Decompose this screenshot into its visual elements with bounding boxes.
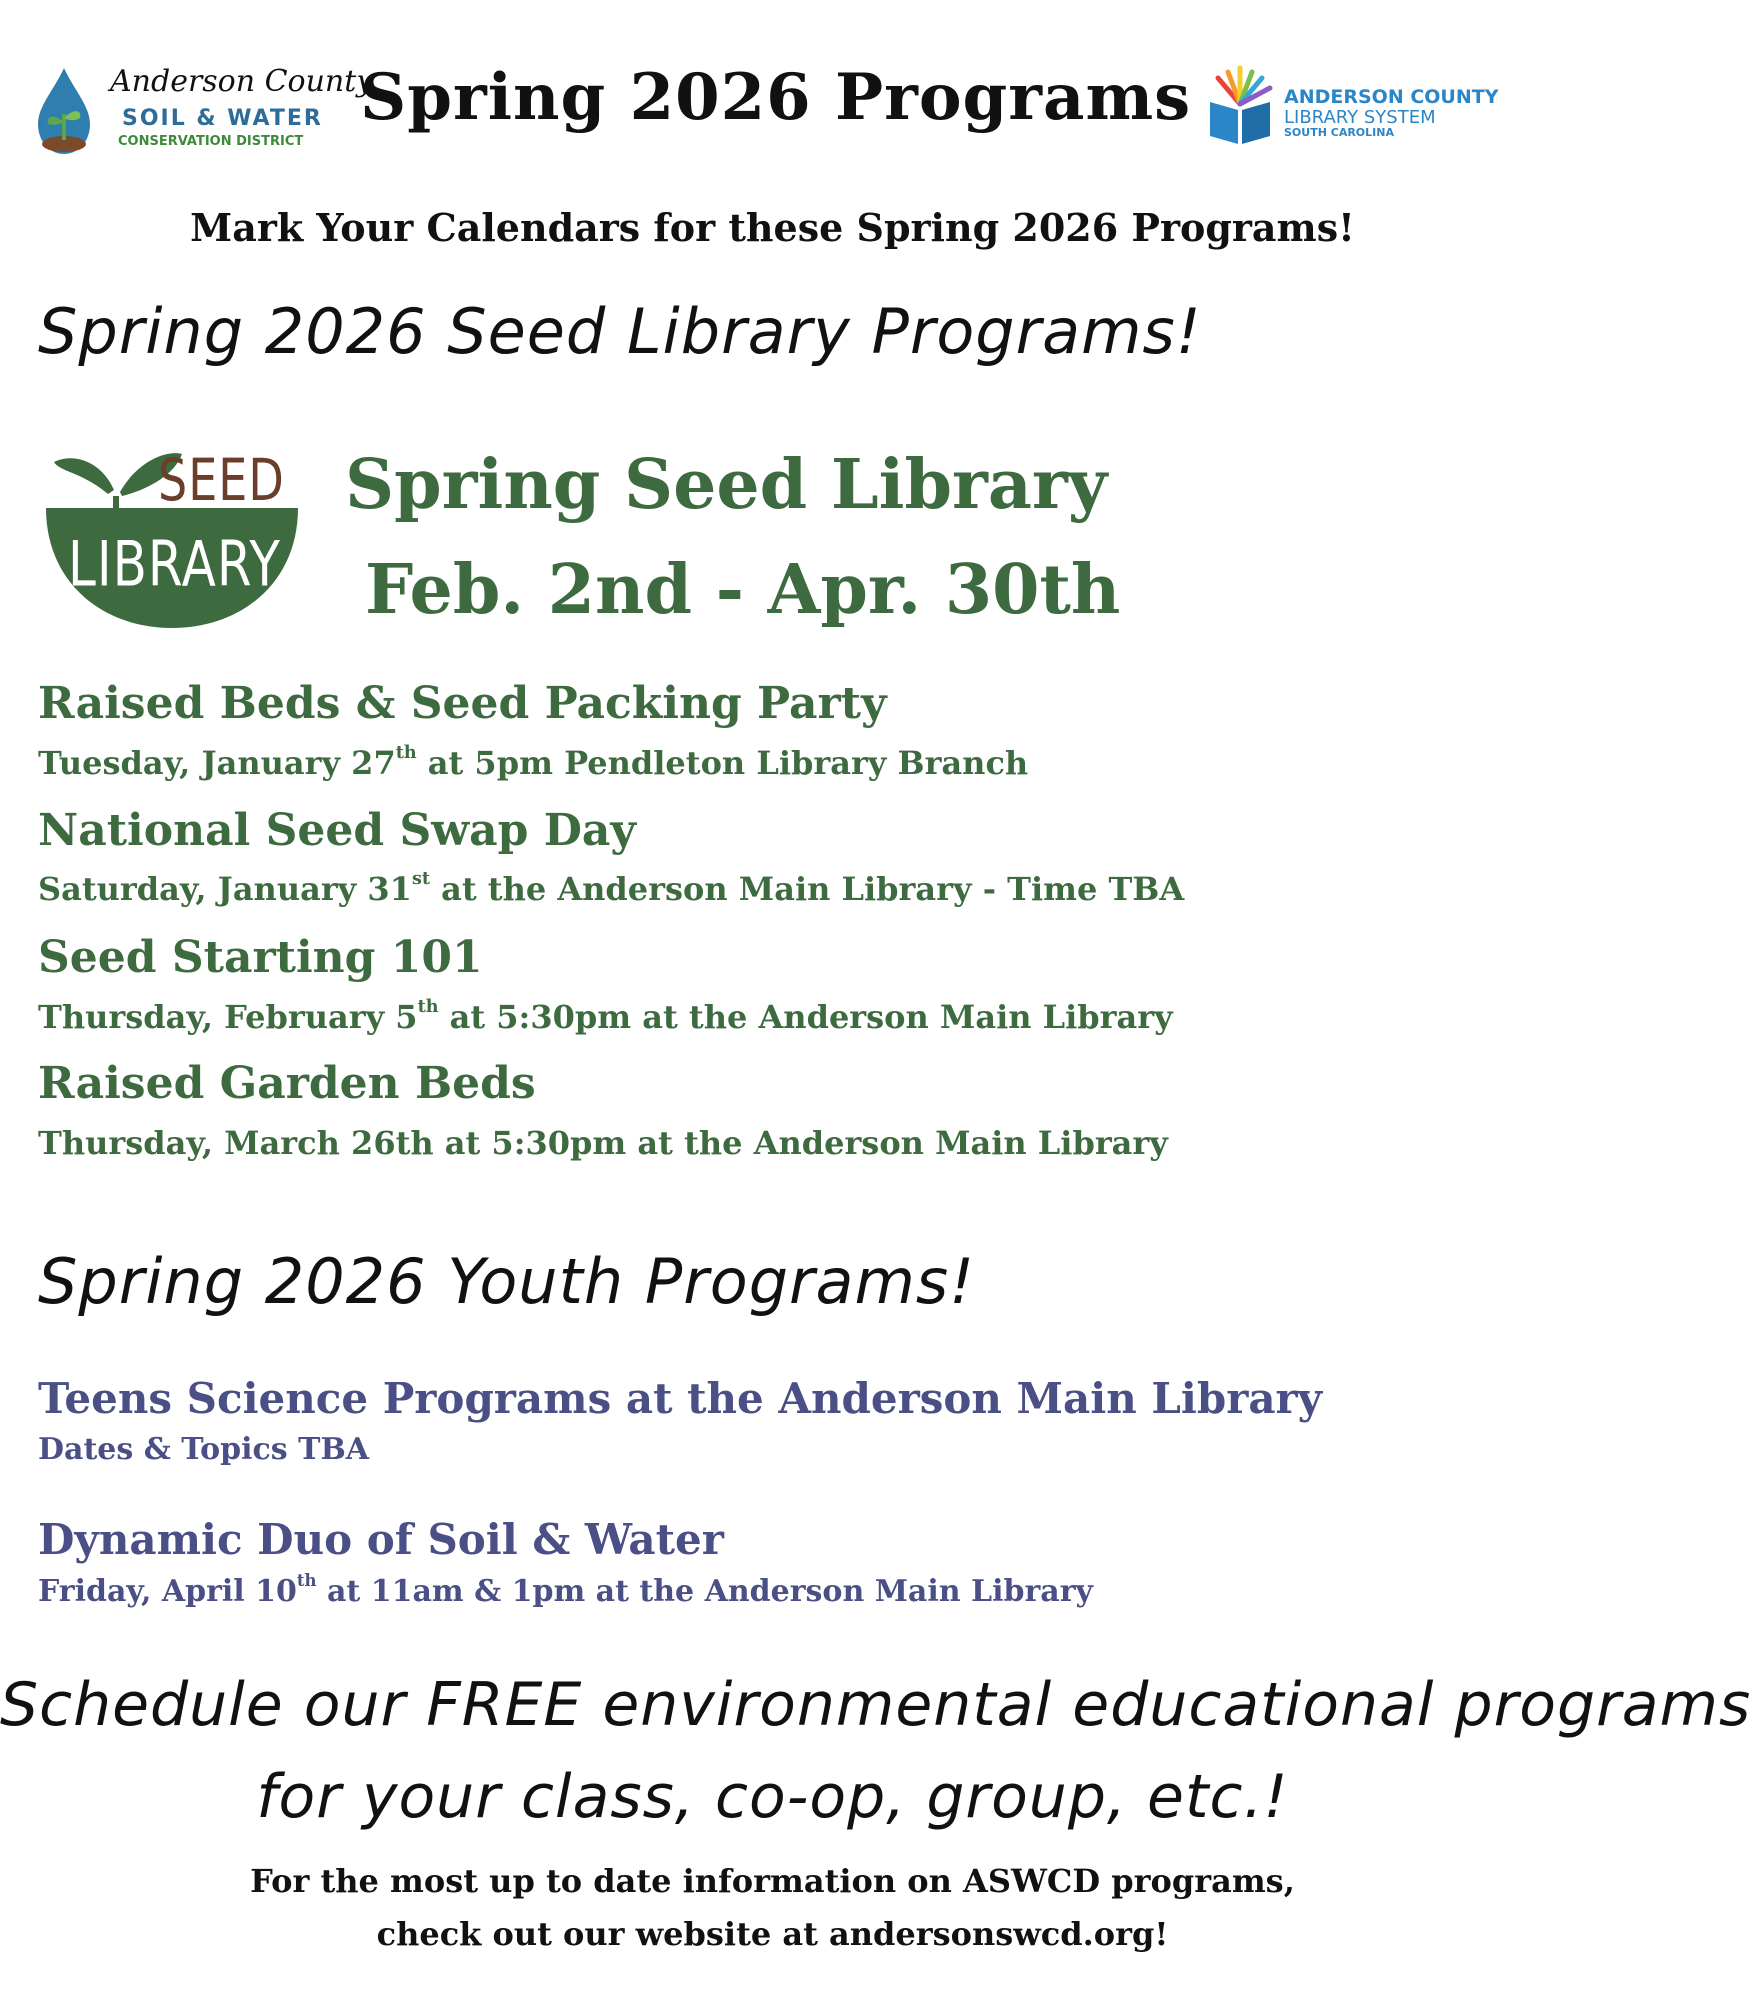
page-title: Spring 2026 Programs	[360, 60, 1192, 135]
library-system-logo	[1200, 64, 1520, 154]
aswcd-logo-name: Anderson County	[110, 64, 374, 99]
event-title: Raised Beds & Seed Packing Party	[38, 678, 887, 729]
event-title: National Seed Swap Day	[38, 805, 636, 856]
seed-library-title: Spring Seed Library	[345, 445, 1108, 525]
event-detail: Thursday, February 5th at 5:30pm at the Anderson Main Library	[38, 996, 1173, 1036]
seed-logo-word-seed: SEED	[158, 446, 285, 514]
cta-line-1: Schedule our FREE environmental educational programs	[0, 1670, 1751, 1740]
aswcd-logo-soil-water: SOIL & WATER	[122, 106, 323, 131]
youth-section-heading: Spring 2026 Youth Programs!	[38, 1245, 976, 1318]
library-logo-name: ANDERSON COUNTY	[1284, 86, 1499, 108]
event-detail: Tuesday, January 27th at 5pm Pendleton Library Branch	[38, 742, 1029, 782]
youth-event-title: Dynamic Duo of Soil & Water	[38, 1515, 724, 1564]
aswcd-logo-district: CONSERVATION DISTRICT	[118, 134, 304, 149]
youth-event-detail: Friday, April 10th at 11am & 1pm at the Anderson Main Library	[38, 1571, 1093, 1609]
event-title: Raised Garden Beds	[38, 1058, 536, 1109]
event-detail: Thursday, March 26th at 5:30pm at the Anderson Main Library	[38, 1124, 1168, 1162]
book-rays-icon	[1200, 64, 1280, 154]
seed-logo-word-library: LIBRARY	[68, 528, 281, 601]
seed-section-heading: Spring 2026 Seed Library Programs!	[38, 295, 1202, 368]
footer-line-1: For the most up to date information on ASWCD programs,	[250, 1862, 1295, 1900]
library-logo-state: SOUTH CAROLINA	[1284, 126, 1394, 139]
event-title: Seed Starting 101	[38, 932, 483, 983]
seed-library-dates: Feb. 2nd - Apr. 30th	[365, 550, 1121, 630]
subtitle: Mark Your Calendars for these Spring 2026 Programs!	[190, 205, 1355, 250]
library-logo-system: LIBRARY SYSTEM	[1284, 107, 1436, 128]
aswcd-logo	[32, 62, 374, 162]
cta-line-2: for your class, co-op, group, etc.!	[256, 1762, 1289, 1832]
footer-website[interactable]: check out our website at andersonswcd.org!	[376, 1915, 1169, 1953]
youth-event-title: Teens Science Programs at the Anderson Main Library	[38, 1374, 1323, 1423]
youth-event-detail: Dates & Topics TBA	[38, 1432, 370, 1467]
seed-library-logo	[42, 432, 302, 637]
water-drop-plant-icon	[32, 62, 122, 162]
event-detail: Saturday, January 31st at the Anderson Main Library - Time TBA	[38, 868, 1185, 908]
